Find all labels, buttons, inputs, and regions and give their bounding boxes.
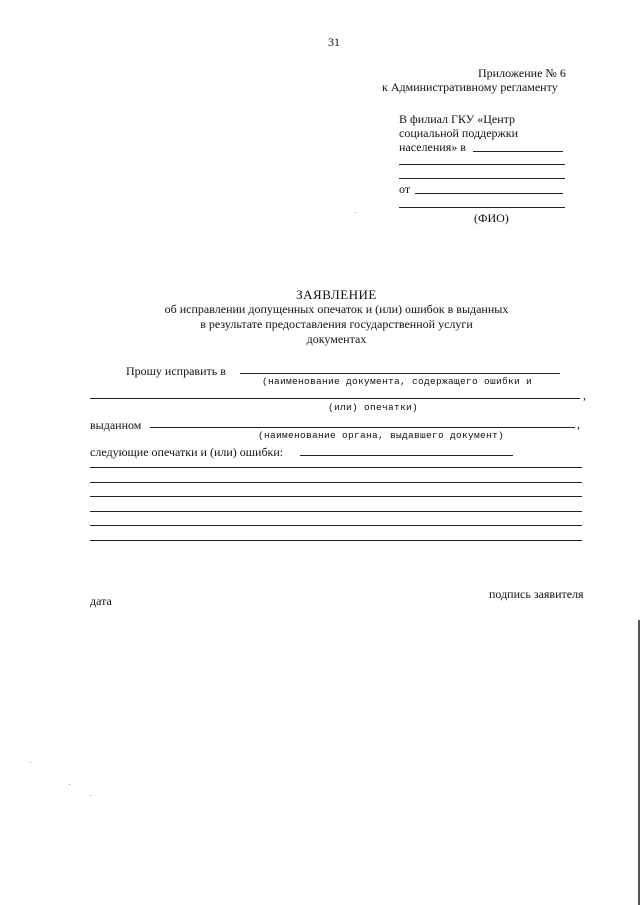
errors-line-1[interactable]	[90, 467, 582, 468]
scan-speck	[90, 795, 91, 796]
document-title: ЗАЯВЛЕНИЕ	[296, 287, 377, 302]
errors-line-3[interactable]	[90, 496, 582, 497]
title-line-2: в результате предоставления государственной услуги	[200, 317, 473, 331]
title-line-3: документах	[306, 332, 367, 346]
addressee-line-3: населения» в	[399, 140, 466, 154]
applicant-fio-field[interactable]	[399, 207, 565, 208]
appendix-title: Приложение № 6	[478, 66, 566, 80]
scan-speck	[30, 762, 31, 763]
scan-speck	[355, 212, 356, 213]
errors-field[interactable]	[300, 455, 513, 456]
issued-label: выданном	[90, 418, 142, 432]
title-line-1: об исправлении допущенных опечаток и (или) ошибок в выданных	[164, 302, 509, 316]
date-label: дата	[90, 594, 112, 608]
fio-caption: (ФИО)	[474, 211, 509, 225]
issuing-authority-field[interactable]	[150, 427, 575, 428]
applicant-from-field[interactable]	[415, 193, 563, 194]
document-name-field[interactable]	[240, 373, 560, 374]
errors-line-5[interactable]	[90, 525, 582, 526]
errors-line-6[interactable]	[90, 540, 582, 541]
appendix-subtitle: к Административному регламенту	[382, 80, 558, 94]
comma-1: ,	[583, 388, 586, 402]
addressee-blank-line-1[interactable]	[399, 164, 565, 165]
errors-line-4[interactable]	[90, 511, 582, 512]
issuing-authority-caption: (наименование органа, выдавшего документ)	[258, 430, 505, 441]
request-label: Прошу исправить в	[126, 364, 226, 378]
document-name-field-continued[interactable]	[90, 398, 580, 399]
addressee-blank-line-2[interactable]	[399, 178, 565, 179]
addressee-line-1: В филиал ГКУ «Центр	[399, 112, 516, 126]
addressee-line-2: социальной поддержки	[399, 126, 519, 140]
branch-location-field[interactable]	[473, 151, 563, 152]
document-name-caption-1: (наименование документа, содержащего ошибки и	[262, 376, 533, 387]
signature-label: подпись заявителя	[489, 587, 584, 601]
scan-speck	[69, 784, 70, 785]
from-label: от	[399, 182, 411, 196]
document-name-caption-2: (или) опечатки)	[328, 402, 419, 413]
comma-2: ,	[577, 417, 580, 431]
page-number: 31	[328, 35, 340, 49]
errors-line-2[interactable]	[90, 482, 582, 483]
errors-label: следующие опечатки и (или) ошибки:	[90, 445, 284, 459]
